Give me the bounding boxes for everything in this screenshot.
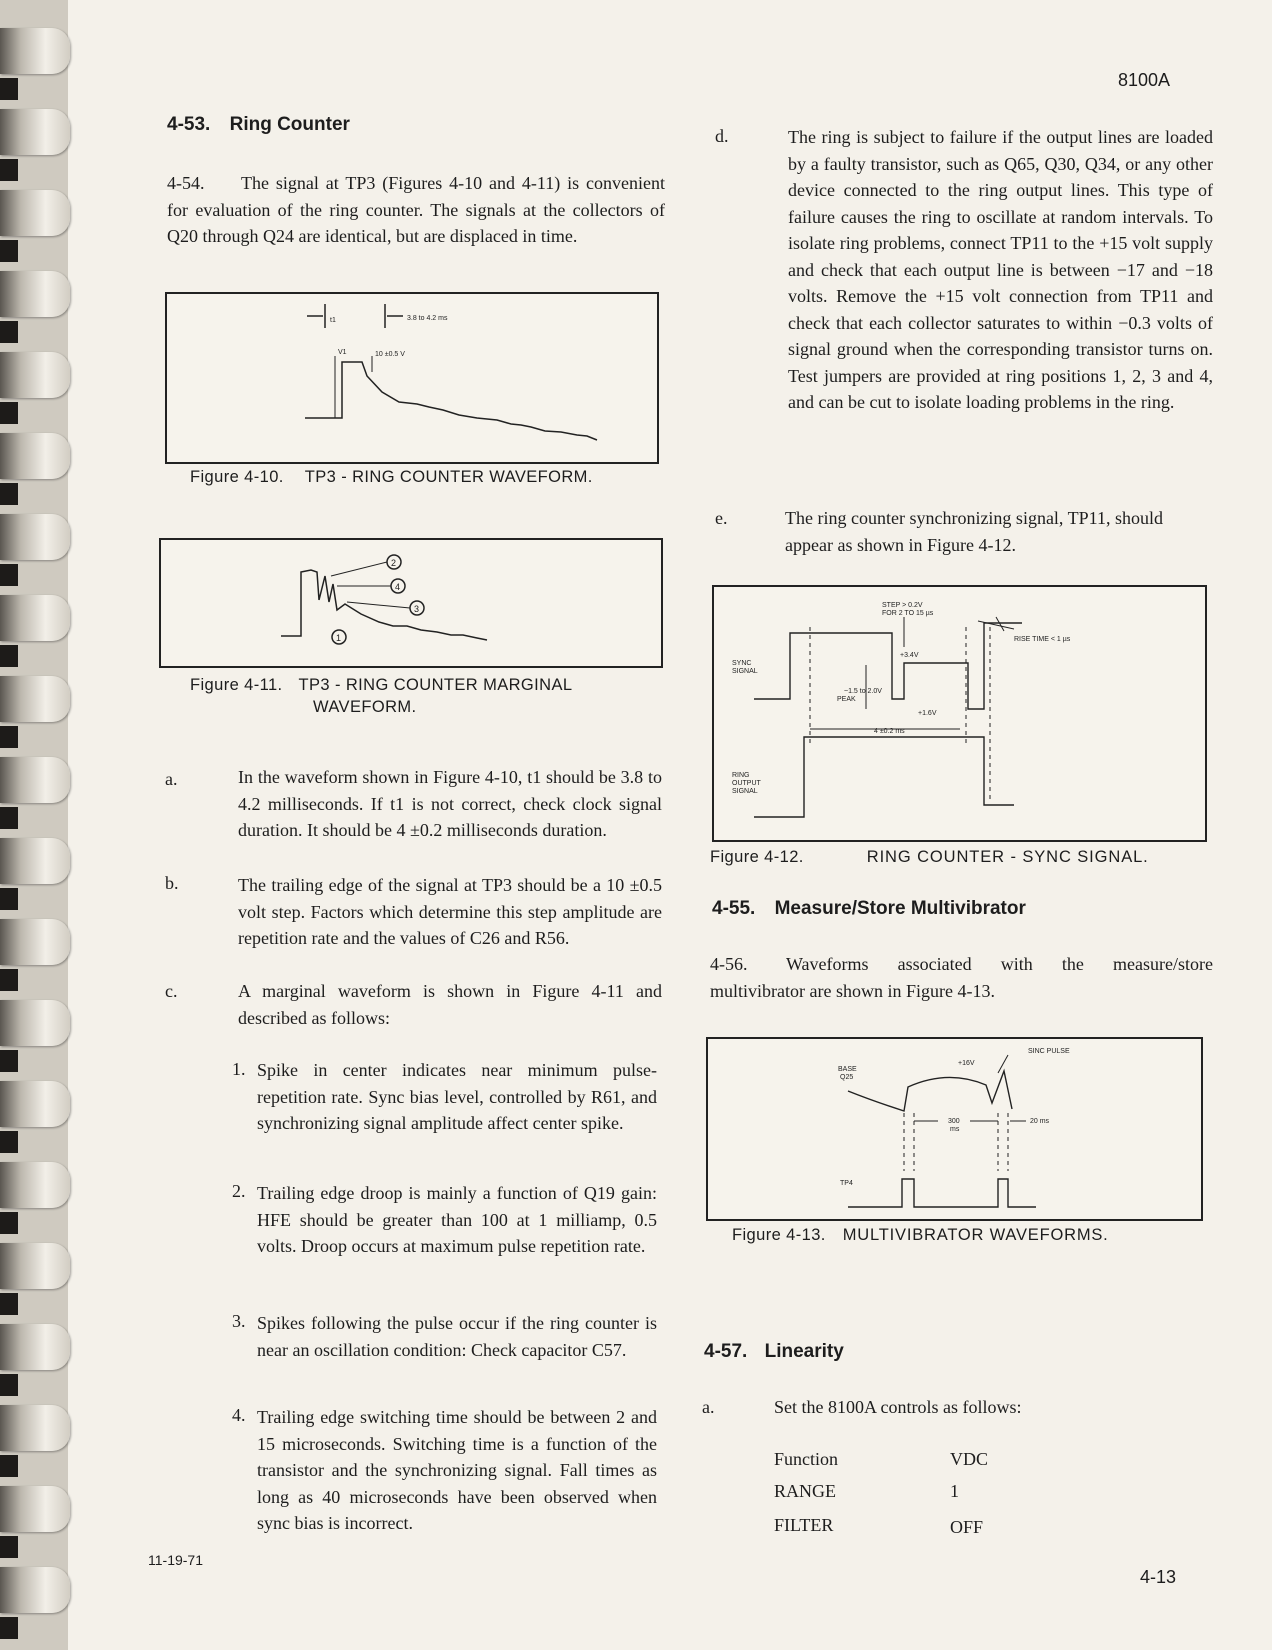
binding-hole: [0, 402, 18, 424]
section-heading-4-53: [167, 114, 350, 136]
marker-2: 2: [391, 558, 397, 568]
binding-ring: [0, 109, 70, 155]
item-a-text: Set the 8100A controls as follows:: [774, 1397, 1022, 1417]
item-b-text: The trailing edge of the signal at TP3 should be a 10 ±0.5 volt step. Factors which determine this step amplitude are repetition rate and the values of C26 and R56.: [238, 875, 662, 948]
binding-hole: [0, 1293, 18, 1315]
binding-hole: [0, 1455, 18, 1477]
duration-20-label: 20 ms: [1030, 1118, 1050, 1125]
figure-4-13: [706, 1037, 1203, 1221]
step-label: STEP > 0.2V: [882, 602, 923, 609]
base-label-2: Q25: [840, 1074, 854, 1081]
peak-label: ~1.5 to 2.0V: [844, 688, 882, 695]
binding-hole: [0, 78, 18, 100]
time-label: 3.8 to 4.2 ms: [407, 315, 448, 322]
binding-hole: [0, 807, 18, 829]
figure-4-13-caption: [732, 1226, 1109, 1245]
item-label: b.: [165, 873, 179, 893]
sync-signal-diagram: [714, 587, 1205, 840]
binding-ring: [0, 1405, 70, 1451]
binding-hole: [0, 159, 18, 181]
page-number: 4-13: [1140, 1567, 1177, 1587]
marker-4: 4: [395, 582, 401, 592]
voltage-16-label: +16V: [958, 1060, 975, 1067]
binding-ring: [0, 1081, 70, 1127]
item-label: d.: [715, 126, 729, 146]
voltage-label: 10 ±0.5 V: [375, 351, 405, 358]
binding-ring: [0, 1000, 70, 1046]
caption-text: RING COUNTER - SYNC SIGNAL.: [866, 848, 1149, 866]
binding-hole: [0, 240, 18, 262]
section-number: 4-57.: [704, 1341, 748, 1362]
paragraph-4-56: [710, 951, 1213, 1004]
voltage-1-6-label: +1.6V: [918, 710, 937, 717]
section-number: 4-55.: [712, 898, 756, 919]
control-name: Function: [774, 1449, 839, 1469]
binding-ring: [0, 595, 70, 641]
binding-hole: [0, 969, 18, 991]
binding-hole: [0, 726, 18, 748]
binding-ring: [0, 1486, 70, 1532]
step-label-2: FOR 2 TO 15 µs: [882, 610, 934, 617]
figure-4-11-caption: [190, 676, 572, 717]
figure-4-11: [159, 538, 663, 668]
figure-4-12-caption: [710, 848, 1210, 867]
paragraph-text: Waveforms associated with the measure/store multivibrator are shown in Figure 4-13.: [710, 954, 1213, 1001]
peak-label-2: PEAK: [837, 696, 856, 703]
spiral-binding: [0, 0, 68, 1650]
marginal-waveform-diagram: [161, 540, 661, 666]
rise-time-label: RISE TIME < 1 µs: [1014, 636, 1071, 643]
binding-ring: [0, 1324, 70, 1370]
list-item-2: Trailing edge droop is mainly a function of Q19 gain: HFE should be greater than 100 at 1 milliamp, 0.5 volts. Droop occurs at maximum pulse repetition rate.: [257, 1183, 657, 1256]
caption-number: Figure 4-13.: [732, 1226, 826, 1244]
control-name: RANGE: [774, 1481, 836, 1501]
item-label: a.: [165, 769, 178, 789]
list-item-1: Spike in center indicates near minimum pulse-repetition rate. Sync bias level, controlled by R61, and synchronizing signal amplitude affect center spike.: [257, 1060, 657, 1133]
caption-text-2: WAVEFORM.: [313, 698, 417, 716]
binding-ring: [0, 1162, 70, 1208]
caption-text: MULTIVIBRATOR WAVEFORMS.: [842, 1226, 1109, 1244]
control-name: FILTER: [774, 1515, 834, 1535]
multivibrator-diagram: [708, 1039, 1201, 1219]
item-d-text: The ring is subject to failure if the output lines are loaded by a faulty transistor, such as Q65, Q30, Q34, or any other device connected to the ring output lines. This type of failure causes the ring to oscillate at random intervals. To isolate ring problems, connect TP11 to the +15 volt supply and check that each output line is between −17 and −18 volts. Remove the +15 volt connection from TP11 and check that each collector saturates to within −0.3 volts of signal ground when the corresponding transistor turns on. Test jumpers are provided at ring positions 1, 2, 3 and 4, and can be cut to isolate loading problems in the ring.: [788, 127, 1213, 412]
list-number: 3.: [232, 1311, 246, 1331]
sync-signal-label-2: SIGNAL: [732, 668, 758, 675]
binding-ring: [0, 1567, 70, 1613]
binding-hole: [0, 483, 18, 505]
item-e-text: The ring counter synchronizing signal, TP11, should appear as shown in Figure 4-12.: [785, 508, 1163, 555]
sinc-pulse-label: SINC PULSE: [1028, 1048, 1070, 1055]
v1-label: V1: [338, 349, 347, 356]
binding-hole: [0, 564, 18, 586]
paragraph-number: 4-56.: [710, 954, 748, 974]
list-number: 1.: [232, 1059, 246, 1079]
ring-output-label: RING: [732, 772, 750, 779]
control-value: VDC: [950, 1449, 989, 1469]
list-number: 4.: [232, 1405, 246, 1425]
binding-hole: [0, 1050, 18, 1072]
duration-300-unit: ms: [950, 1126, 960, 1133]
paragraph-text: The signal at TP3 (Figures 4-10 and 4-11) is convenient for evaluation of the ring counter. The signals at the collectors of Q20 through Q24 are identical, but are displaced in time.: [167, 173, 665, 246]
binding-hole: [0, 1131, 18, 1153]
caption-number: Figure 4-11.: [190, 676, 283, 694]
tp4-label: TP4: [840, 1180, 853, 1187]
binding-ring: [0, 514, 70, 560]
period-label: 4 ±0.2 ms: [874, 728, 905, 735]
binding-hole: [0, 1536, 18, 1558]
section-title: Linearity: [764, 1341, 844, 1362]
binding-ring: [0, 28, 70, 74]
caption-number: Figure 4-10.: [190, 468, 284, 486]
binding-hole: [0, 321, 18, 343]
item-c-text: A marginal waveform is shown in Figure 4-11 and described as follows:: [238, 981, 662, 1028]
figure-4-10: [165, 292, 659, 464]
footer-date: 11-19-71: [148, 1552, 204, 1568]
section-number: 4-53.: [167, 114, 211, 135]
section-heading-4-57: [704, 1341, 844, 1363]
control-value: OFF: [950, 1517, 984, 1537]
binding-ring: [0, 838, 70, 884]
binding-hole: [0, 645, 18, 667]
figure-4-12: [712, 585, 1207, 842]
duration-300-label: 300: [948, 1118, 960, 1125]
marker-1: 1: [336, 633, 342, 643]
base-label: BASE: [838, 1066, 857, 1073]
ring-output-label-3: SIGNAL: [732, 788, 758, 795]
t1-label: t1: [330, 317, 336, 324]
binding-ring: [0, 919, 70, 965]
binding-ring: [0, 190, 70, 236]
section-heading-4-55: [712, 898, 1026, 920]
sync-signal-label: SYNC: [732, 660, 752, 667]
binding-ring: [0, 271, 70, 317]
binding-ring: [0, 757, 70, 803]
binding-hole: [0, 1617, 18, 1639]
control-value: 1: [950, 1481, 959, 1501]
section-title: Measure/Store Multivibrator: [774, 898, 1026, 919]
caption-number: Figure 4-12.: [710, 848, 804, 866]
list-item-4: Trailing edge switching time should be between 2 and 15 microseconds. Switching time is a function of the transistor and the synchronizing signal. Fall times as long as 40 microseconds have been observed when sync bias is incorrect.: [257, 1407, 657, 1533]
binding-hole: [0, 888, 18, 910]
ring-output-label-2: OUTPUT: [732, 780, 761, 787]
binding-ring: [0, 1243, 70, 1289]
binding-hole: [0, 1212, 18, 1234]
caption-text: TP3 - RING COUNTER WAVEFORM.: [304, 468, 593, 486]
caption-text: TP3 - RING COUNTER MARGINAL: [298, 676, 573, 694]
binding-ring: [0, 433, 70, 479]
list-number: 2.: [232, 1181, 246, 1201]
waveform-diagram: [167, 294, 657, 462]
list-item-3: Spikes following the pulse occur if the ring counter is near an oscillation condition: Check capacitor C57.: [257, 1313, 657, 1360]
paragraph-4-54: [167, 170, 665, 250]
figure-4-10-caption: [190, 468, 593, 487]
binding-ring: [0, 352, 70, 398]
section-title: Ring Counter: [229, 114, 350, 135]
item-label: e.: [715, 508, 728, 528]
item-label: c.: [165, 981, 178, 1001]
binding-hole: [0, 1374, 18, 1396]
item-label: a.: [702, 1397, 715, 1417]
marker-3: 3: [414, 604, 420, 614]
paragraph-number: 4-54.: [167, 173, 205, 193]
model-number: 8100A: [1118, 70, 1171, 90]
voltage-3-4-label: +3.4V: [900, 652, 919, 659]
binding-ring: [0, 676, 70, 722]
item-a-text: In the waveform shown in Figure 4-10, t1 should be 3.8 to 4.2 milliseconds. If t1 is not correct, check clock signal duration. It should be 4 ±0.2 milliseconds duration.: [238, 767, 662, 840]
